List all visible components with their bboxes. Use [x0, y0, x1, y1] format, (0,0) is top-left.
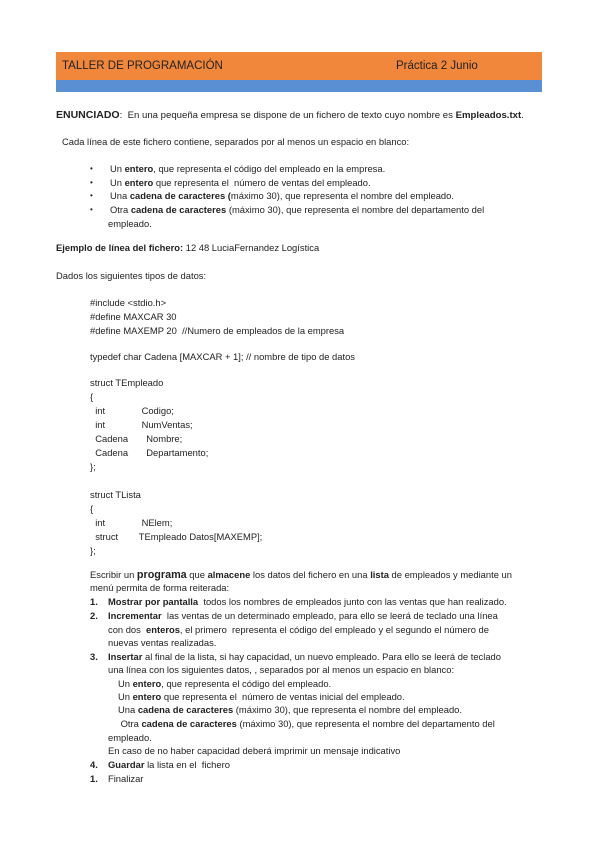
field-post: , que representa el código del empleado en la empresa.	[153, 163, 386, 174]
enunciado-filename: Empleados.txt	[455, 110, 522, 121]
code-line: Cadena Departamento;	[90, 447, 209, 458]
menu2-line: nuevas ventas realizadas.	[108, 637, 217, 648]
bullet-icon: •	[90, 191, 93, 200]
menu-bold: Insertar	[108, 651, 143, 662]
menu-bold: Guardar	[108, 759, 145, 770]
header-stripe	[56, 80, 542, 92]
field-pre: Un	[110, 163, 125, 174]
header-bar	[56, 52, 542, 80]
code-line: #define MAXEMP 20 //Numero de empleados de la empresa	[90, 325, 345, 336]
code-line: {	[90, 391, 94, 402]
field-line	[110, 178, 371, 187]
field-bold: cadena de caracteres	[130, 204, 227, 215]
field-bold: cadena de caracteres	[137, 704, 234, 715]
field-pre: Una	[118, 704, 138, 715]
bullet-icon: •	[90, 205, 93, 214]
menu-num: 1.	[90, 773, 98, 784]
menu-bold: Incrementar	[108, 610, 162, 621]
field-bold: cadena de caracteres	[141, 718, 237, 729]
code-line: Cadena Nombre;	[90, 433, 183, 444]
field-post: , que representa el código del empleado.	[161, 678, 332, 689]
menu3-field	[118, 719, 495, 728]
field-post: (máximo 30), que representa el nombre del departamento del	[236, 718, 495, 729]
bullet-icon: •	[90, 178, 93, 187]
menu-item	[90, 652, 98, 661]
menu3-line: una línea con los siguientes datos, , separados por al menos un espacio en blanco:	[108, 664, 455, 675]
example-line	[56, 243, 319, 252]
enunciado-line	[56, 110, 524, 121]
menu2-bold: enteros	[146, 624, 180, 635]
menu3-field	[118, 705, 462, 714]
field-post: que representa el número de ventas del empleado.	[153, 177, 371, 188]
menu3-note: En caso de no haber capacidad deberá imprimir un mensaje indicativo	[108, 745, 401, 756]
menu-text: todos los nombres de empleados junto con las ventas que han realizado.	[198, 596, 507, 607]
field-pre: Una	[110, 190, 130, 201]
practice-title: Práctica 2 Junio	[396, 60, 478, 72]
enunciado-end: .	[521, 110, 524, 121]
field-line	[110, 191, 454, 200]
task-a: Escribir un	[90, 569, 137, 580]
menu-num: 2.	[90, 610, 98, 621]
example-label: Ejemplo de línea del fichero:	[56, 242, 184, 253]
types-intro: Dados los siguientes tipos de datos:	[56, 270, 207, 281]
menu-item-text	[108, 597, 507, 606]
task-c: que	[186, 569, 208, 580]
field-pre: Otra	[110, 204, 131, 215]
task-e: los datos del fichero en una	[250, 569, 371, 580]
code-line: struct TLista	[90, 489, 141, 500]
field-bold: cadena de caracteres (	[129, 190, 231, 201]
field-pre: Otra	[118, 718, 142, 729]
task-program: programa	[136, 569, 187, 581]
field-line	[110, 164, 385, 173]
menu-item	[90, 597, 98, 606]
bullet-icon: •	[90, 164, 93, 173]
intro-text: Cada línea de este fichero contiene, separados por al menos un espacio en blanco:	[62, 136, 410, 147]
menu2-line-text: con dos enteros, el primero representa el código del empleado y el segundo el número de	[108, 624, 489, 635]
field-bold: entero	[124, 177, 154, 188]
field-bold: entero	[124, 163, 154, 174]
task-line	[90, 570, 512, 581]
task-g: de empleados y mediante un	[388, 569, 512, 580]
menu-num: 1.	[90, 596, 98, 607]
field-post: máximo 30), que representa el nombre del empleado.	[230, 190, 454, 201]
menu-item-text	[108, 760, 230, 769]
menu-item	[90, 611, 98, 620]
field-continuation: empleado.	[108, 218, 152, 229]
field-pre: Un	[118, 691, 133, 702]
menu-item-text	[108, 652, 501, 661]
code-line: struct TEmpleado Datos[MAXEMP];	[90, 531, 263, 542]
field-pre: Un	[110, 177, 125, 188]
menu-item	[90, 760, 98, 769]
menu-text: al final de la lista, si hay capacidad, un nuevo empleado. Para ello se leerá de teclado	[142, 651, 501, 662]
field-bold: entero	[132, 691, 162, 702]
field-pre: Un	[118, 678, 133, 689]
menu-text: la lista en el fichero	[144, 759, 230, 770]
menu-item-text	[108, 611, 498, 620]
menu3-field	[118, 692, 405, 701]
menu2-line	[108, 625, 489, 634]
code-line: };	[90, 545, 96, 556]
code-line: int Codigo;	[90, 405, 174, 416]
task-almacene: almacene	[207, 569, 251, 580]
code-line: int NumVentas;	[90, 419, 193, 430]
code-line: int NElem;	[90, 517, 173, 528]
field-line	[110, 205, 484, 214]
field-post: que representa el número de ventas inicial del empleado.	[161, 691, 405, 702]
enunciado-text: : En una pequeña empresa se dispone de un fichero de texto cuyo nombre es	[119, 110, 456, 121]
code-line: {	[90, 503, 94, 514]
menu-num: 3.	[90, 651, 98, 662]
code-line: typedef char Cadena [MAXCAR + 1]; // nombre de tipo de datos	[90, 351, 355, 362]
code-line: struct TEmpleado	[90, 377, 164, 388]
code-line: #include <stdio.h>	[90, 297, 167, 308]
task-line2: menú permita de forma reiterada:	[90, 582, 230, 593]
task-lista: lista	[370, 569, 389, 580]
example-value: 12 48 LuciaFernandez Logística	[183, 242, 320, 253]
field-post: (máximo 30), que representa el nombre del departamento del	[226, 204, 485, 215]
code-line: };	[90, 461, 96, 472]
menu-item	[90, 774, 98, 783]
menu-num: 4.	[90, 759, 98, 770]
menu3-field	[118, 679, 331, 688]
enunciado-label: ENUNCIADO	[56, 109, 120, 121]
menu-bold: Mostrar por pantalla	[108, 596, 199, 607]
field-post: (máximo 30), que representa el nombre del empleado.	[233, 704, 462, 715]
course-title: TALLER DE PROGRAMACIÓN	[62, 60, 223, 72]
menu-text: las ventas de un determinado empleado, para ello se leerá de teclado una línea	[161, 610, 498, 621]
code-line: #define MAXCAR 30	[90, 311, 177, 322]
menu3-cont: empleado.	[108, 732, 152, 743]
menu-text: Finalizar	[108, 773, 144, 784]
menu-item-text	[108, 774, 143, 783]
field-bold: entero	[132, 678, 162, 689]
